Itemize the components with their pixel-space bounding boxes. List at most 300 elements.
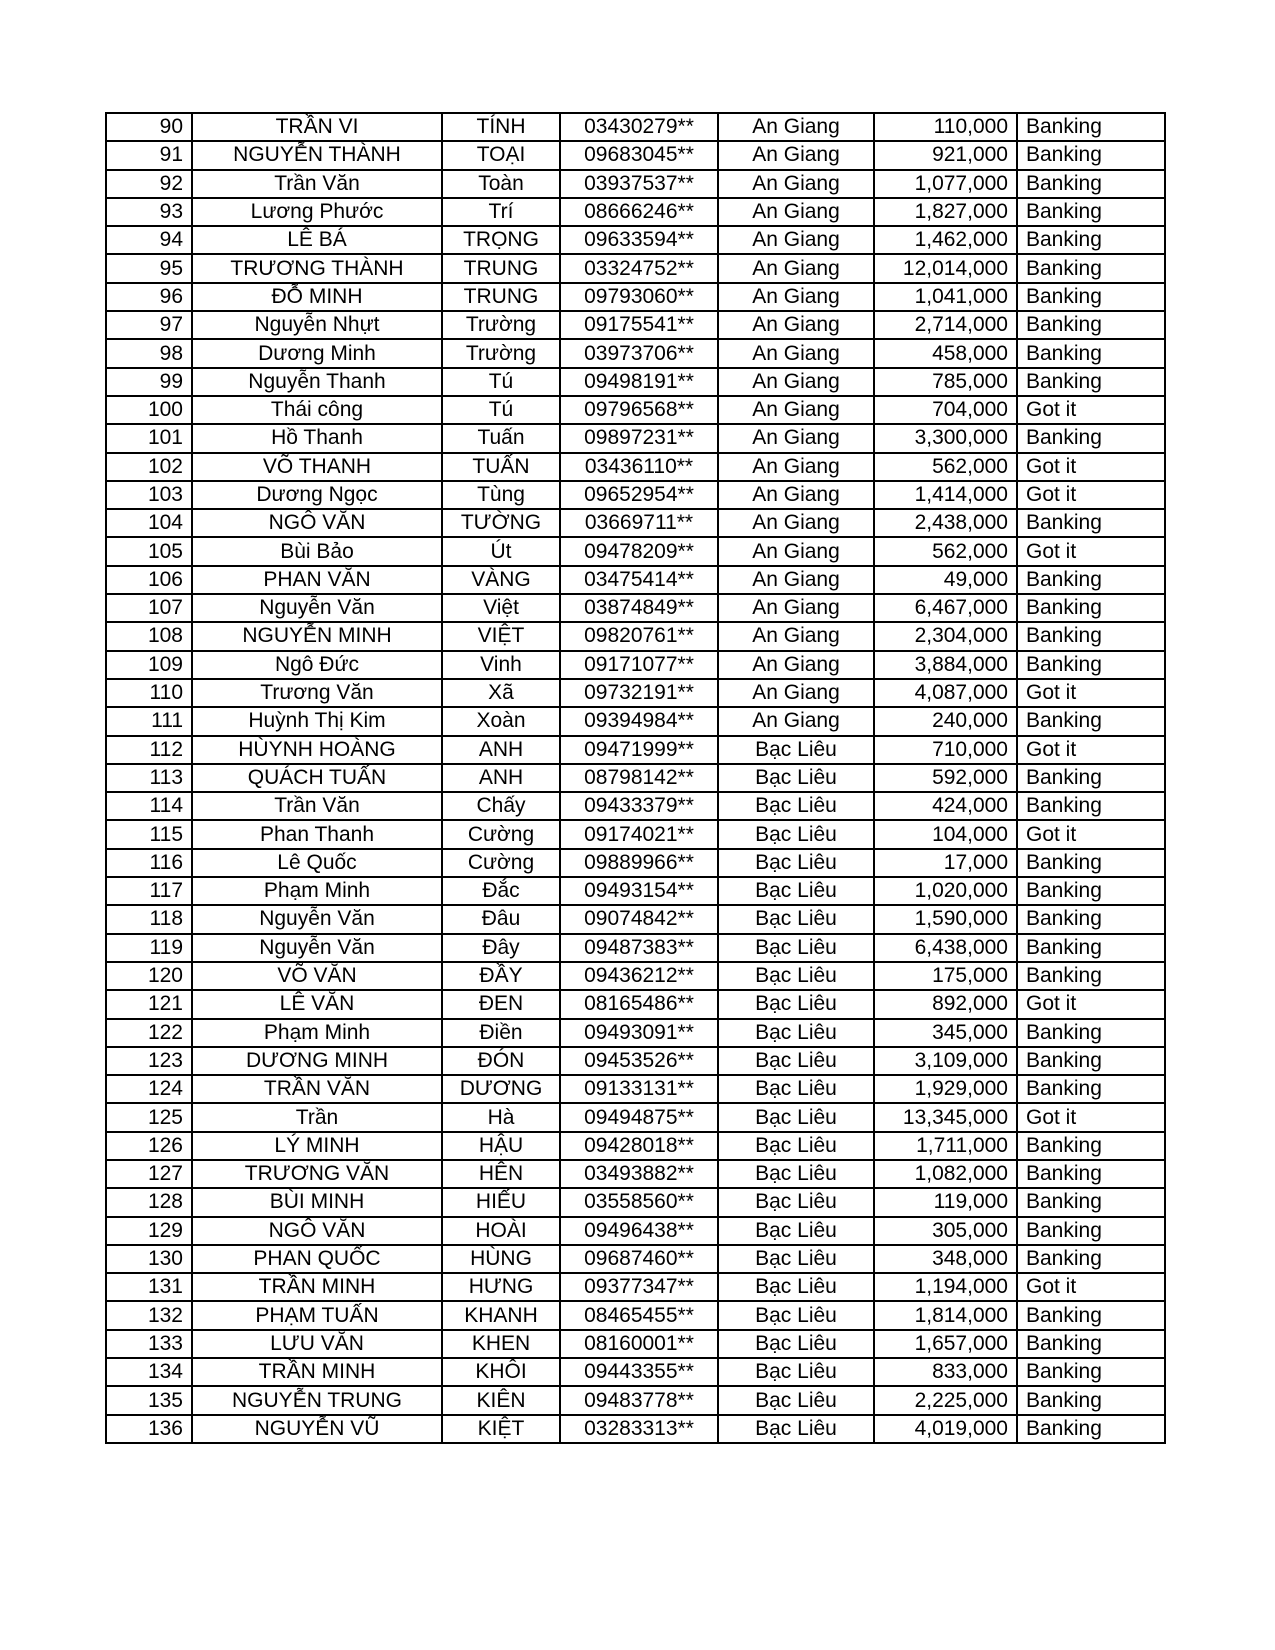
phone-number-cell: 08465455** [560,1301,718,1329]
given-name-cell: TRỌNG [442,226,560,254]
given-name-cell: Vinh [442,651,560,679]
family-middle-name-cell: ĐỖ MINH [192,283,442,311]
province-cell: Bạc Liêu [718,905,874,933]
province-cell: Bạc Liêu [718,764,874,792]
family-middle-name-cell: PHAN VĂN [192,566,442,594]
row-number-cell: 109 [106,651,192,679]
phone-number-cell: 09433379** [560,792,718,820]
table-row [106,1217,1165,1245]
province-cell: Bạc Liêu [718,820,874,848]
phone-number-cell: 03430279** [560,113,718,141]
given-name-cell: VIỆT [442,622,560,650]
data-table [105,112,1166,1444]
row-number-cell: 104 [106,509,192,537]
table-row [106,934,1165,962]
table-row [106,1386,1165,1414]
province-cell: Bạc Liêu [718,1330,874,1358]
family-middle-name-cell: Nguyễn Thanh [192,368,442,396]
row-number-cell: 125 [106,1103,192,1131]
amount-cell: 2,438,000 [874,509,1017,537]
phone-number-cell: 03937537** [560,170,718,198]
province-cell: An Giang [718,254,874,282]
payment-method-cell: Got it [1017,1103,1165,1131]
family-middle-name-cell: TRẦN VĂN [192,1075,442,1103]
given-name-cell: HÙNG [442,1245,560,1273]
row-number-cell: 128 [106,1188,192,1216]
phone-number-cell: 09494875** [560,1103,718,1131]
phone-number-cell: 09394984** [560,707,718,735]
given-name-cell: ĐÓN [442,1047,560,1075]
given-name-cell: Út [442,537,560,565]
payment-method-cell: Banking [1017,1132,1165,1160]
payment-method-cell: Banking [1017,877,1165,905]
phone-number-cell: 03493882** [560,1160,718,1188]
table-row [106,396,1165,424]
payment-method-cell: Banking [1017,1160,1165,1188]
amount-cell: 1,929,000 [874,1075,1017,1103]
table-row [106,1103,1165,1131]
province-cell: An Giang [718,226,874,254]
given-name-cell: HIẾU [442,1188,560,1216]
province-cell: An Giang [718,453,874,481]
table-row [106,1188,1165,1216]
phone-number-cell: 09796568** [560,396,718,424]
row-number-cell: 111 [106,707,192,735]
table-row [106,1415,1165,1443]
given-name-cell: KHEN [442,1330,560,1358]
family-middle-name-cell: Bùi Bảo [192,537,442,565]
phone-number-cell: 08160001** [560,1330,718,1358]
row-number-cell: 134 [106,1358,192,1386]
province-cell: An Giang [718,311,874,339]
province-cell: Bạc Liêu [718,1415,874,1443]
payment-method-cell: Banking [1017,509,1165,537]
province-cell: An Giang [718,566,874,594]
phone-number-cell: 09428018** [560,1132,718,1160]
table-row [106,792,1165,820]
table-row [106,1245,1165,1273]
table-row [106,1075,1165,1103]
phone-number-cell: 09652954** [560,481,718,509]
family-middle-name-cell: Trần Văn [192,170,442,198]
given-name-cell: HƯNG [442,1273,560,1301]
family-middle-name-cell: Dương Ngọc [192,481,442,509]
given-name-cell: TƯỜNG [442,509,560,537]
family-middle-name-cell: LÊ VĂN [192,990,442,1018]
given-name-cell: Đây [442,934,560,962]
amount-cell: 1,020,000 [874,877,1017,905]
table-row [106,424,1165,452]
row-number-cell: 93 [106,198,192,226]
phone-number-cell: 09493091** [560,1019,718,1047]
family-middle-name-cell: TRẦN MINH [192,1358,442,1386]
family-middle-name-cell: Phạm Minh [192,1019,442,1047]
given-name-cell: KHÔI [442,1358,560,1386]
table-row [106,198,1165,226]
amount-cell: 2,304,000 [874,622,1017,650]
family-middle-name-cell: Dương Minh [192,339,442,367]
row-number-cell: 118 [106,905,192,933]
row-number-cell: 112 [106,736,192,764]
phone-number-cell: 09496438** [560,1217,718,1245]
amount-cell: 6,467,000 [874,594,1017,622]
row-number-cell: 132 [106,1301,192,1329]
row-number-cell: 124 [106,1075,192,1103]
amount-cell: 1,590,000 [874,905,1017,933]
province-cell: Bạc Liêu [718,1160,874,1188]
given-name-cell: VÀNG [442,566,560,594]
payment-method-cell: Banking [1017,1217,1165,1245]
table-row [106,368,1165,396]
table-row [106,453,1165,481]
payment-method-cell: Banking [1017,962,1165,990]
payment-method-cell: Banking [1017,1301,1165,1329]
given-name-cell: Tú [442,368,560,396]
table-row [106,481,1165,509]
given-name-cell: Hà [442,1103,560,1131]
province-cell: Bạc Liêu [718,1301,874,1329]
phone-number-cell: 09487383** [560,934,718,962]
payment-method-cell: Banking [1017,792,1165,820]
table-row [106,1019,1165,1047]
phone-number-cell: 09897231** [560,424,718,452]
amount-cell: 424,000 [874,792,1017,820]
payment-method-cell: Banking [1017,339,1165,367]
phone-number-cell: 03558560** [560,1188,718,1216]
row-number-cell: 110 [106,679,192,707]
payment-method-cell: Banking [1017,311,1165,339]
row-number-cell: 127 [106,1160,192,1188]
phone-number-cell: 09820761** [560,622,718,650]
amount-cell: 710,000 [874,736,1017,764]
given-name-cell: Cường [442,849,560,877]
phone-number-cell: 03436110** [560,453,718,481]
payment-method-cell: Banking [1017,934,1165,962]
table-row [106,566,1165,594]
row-number-cell: 116 [106,849,192,877]
province-cell: Bạc Liêu [718,877,874,905]
province-cell: An Giang [718,141,874,169]
province-cell: Bạc Liêu [718,1273,874,1301]
phone-number-cell: 09175541** [560,311,718,339]
phone-number-cell: 09471999** [560,736,718,764]
row-number-cell: 105 [106,537,192,565]
row-number-cell: 106 [106,566,192,594]
province-cell: An Giang [718,537,874,565]
given-name-cell: TOẠI [442,141,560,169]
payment-method-cell: Got it [1017,736,1165,764]
province-cell: An Giang [718,339,874,367]
phone-number-cell: 09732191** [560,679,718,707]
row-number-cell: 114 [106,792,192,820]
given-name-cell: KIỆT [442,1415,560,1443]
given-name-cell: ĐẦY [442,962,560,990]
payment-method-cell: Got it [1017,990,1165,1018]
row-number-cell: 120 [106,962,192,990]
payment-method-cell: Banking [1017,1245,1165,1273]
province-cell: An Giang [718,707,874,735]
family-middle-name-cell: TRƯƠNG VĂN [192,1160,442,1188]
payment-method-cell: Banking [1017,1415,1165,1443]
row-number-cell: 130 [106,1245,192,1273]
payment-method-cell: Banking [1017,254,1165,282]
row-number-cell: 95 [106,254,192,282]
family-middle-name-cell: TRẦN MINH [192,1273,442,1301]
payment-method-cell: Banking [1017,1075,1165,1103]
row-number-cell: 101 [106,424,192,452]
payment-method-cell: Banking [1017,283,1165,311]
row-number-cell: 119 [106,934,192,962]
payment-method-cell: Banking [1017,849,1165,877]
amount-cell: 1,462,000 [874,226,1017,254]
amount-cell: 345,000 [874,1019,1017,1047]
province-cell: An Giang [718,481,874,509]
table-row [106,990,1165,1018]
payment-method-cell: Banking [1017,764,1165,792]
row-number-cell: 92 [106,170,192,198]
given-name-cell: Điền [442,1019,560,1047]
phone-number-cell: 09436212** [560,962,718,990]
province-cell: Bạc Liêu [718,1358,874,1386]
row-number-cell: 107 [106,594,192,622]
family-middle-name-cell: Trần [192,1103,442,1131]
payment-method-cell: Banking [1017,113,1165,141]
amount-cell: 240,000 [874,707,1017,735]
row-number-cell: 123 [106,1047,192,1075]
given-name-cell: HÊN [442,1160,560,1188]
row-number-cell: 103 [106,481,192,509]
amount-cell: 3,884,000 [874,651,1017,679]
family-middle-name-cell: NGÔ VĂN [192,509,442,537]
payment-method-cell: Banking [1017,905,1165,933]
phone-number-cell: 09498191** [560,368,718,396]
province-cell: Bạc Liêu [718,962,874,990]
province-cell: An Giang [718,424,874,452]
table-row [106,509,1165,537]
amount-cell: 1,657,000 [874,1330,1017,1358]
amount-cell: 104,000 [874,820,1017,848]
table-body [106,113,1165,1443]
family-middle-name-cell: Nguyễn Văn [192,905,442,933]
phone-number-cell: 09171077** [560,651,718,679]
row-number-cell: 135 [106,1386,192,1414]
table-row [106,679,1165,707]
family-middle-name-cell: NGUYỄN THÀNH [192,141,442,169]
table-row [106,877,1165,905]
given-name-cell: ANH [442,736,560,764]
table-row [106,764,1165,792]
province-cell: An Giang [718,594,874,622]
province-cell: An Giang [718,679,874,707]
payment-method-cell: Banking [1017,707,1165,735]
amount-cell: 4,019,000 [874,1415,1017,1443]
given-name-cell: TRUNG [442,283,560,311]
table-row [106,226,1165,254]
phone-number-cell: 08666246** [560,198,718,226]
payment-method-cell: Banking [1017,1386,1165,1414]
phone-number-cell: 09133131** [560,1075,718,1103]
family-middle-name-cell: NGÔ VĂN [192,1217,442,1245]
table-row [106,339,1165,367]
family-middle-name-cell: Thái công [192,396,442,424]
phone-number-cell: 08798142** [560,764,718,792]
table-row [106,1358,1165,1386]
amount-cell: 1,711,000 [874,1132,1017,1160]
payment-method-cell: Banking [1017,368,1165,396]
given-name-cell: KHANH [442,1301,560,1329]
family-middle-name-cell: DƯƠNG MINH [192,1047,442,1075]
payment-method-cell: Banking [1017,1019,1165,1047]
amount-cell: 892,000 [874,990,1017,1018]
payment-method-cell: Got it [1017,1273,1165,1301]
table-row [106,113,1165,141]
payment-method-cell: Banking [1017,1047,1165,1075]
table-row [106,820,1165,848]
family-middle-name-cell: Nguyễn Văn [192,594,442,622]
amount-cell: 2,714,000 [874,311,1017,339]
row-number-cell: 91 [106,141,192,169]
given-name-cell: HẬU [442,1132,560,1160]
table-row [106,1330,1165,1358]
family-middle-name-cell: Trần Văn [192,792,442,820]
table-row [106,1273,1165,1301]
province-cell: Bạc Liêu [718,1132,874,1160]
province-cell: An Giang [718,283,874,311]
payment-method-cell: Banking [1017,198,1165,226]
amount-cell: 562,000 [874,453,1017,481]
given-name-cell: Tùng [442,481,560,509]
province-cell: Bạc Liêu [718,849,874,877]
given-name-cell: HOÀI [442,1217,560,1245]
payment-method-cell: Banking [1017,1330,1165,1358]
phone-number-cell: 09889966** [560,849,718,877]
table-row [106,707,1165,735]
amount-cell: 1,082,000 [874,1160,1017,1188]
table-row [106,170,1165,198]
amount-cell: 1,041,000 [874,283,1017,311]
row-number-cell: 99 [106,368,192,396]
given-name-cell: KIÊN [442,1386,560,1414]
family-middle-name-cell: PHAN QUỐC [192,1245,442,1273]
row-number-cell: 100 [106,396,192,424]
amount-cell: 592,000 [874,764,1017,792]
province-cell: Bạc Liêu [718,1075,874,1103]
amount-cell: 1,414,000 [874,481,1017,509]
amount-cell: 348,000 [874,1245,1017,1273]
row-number-cell: 96 [106,283,192,311]
province-cell: Bạc Liêu [718,1245,874,1273]
payment-method-cell: Got it [1017,679,1165,707]
amount-cell: 1,077,000 [874,170,1017,198]
family-middle-name-cell: VÕ VĂN [192,962,442,990]
table-row [106,622,1165,650]
table-row [106,594,1165,622]
family-middle-name-cell: Nguyễn Nhựt [192,311,442,339]
payment-method-cell: Banking [1017,594,1165,622]
family-middle-name-cell: LÝ MINH [192,1132,442,1160]
amount-cell: 1,194,000 [874,1273,1017,1301]
province-cell: An Giang [718,113,874,141]
row-number-cell: 108 [106,622,192,650]
given-name-cell: Trường [442,339,560,367]
amount-cell: 1,814,000 [874,1301,1017,1329]
row-number-cell: 126 [106,1132,192,1160]
given-name-cell: TÍNH [442,113,560,141]
row-number-cell: 133 [106,1330,192,1358]
payment-method-cell: Banking [1017,1188,1165,1216]
family-middle-name-cell: Nguyễn Văn [192,934,442,962]
family-middle-name-cell: Lương Phước [192,198,442,226]
phone-number-cell: 03475414** [560,566,718,594]
row-number-cell: 113 [106,764,192,792]
given-name-cell: Xoàn [442,707,560,735]
province-cell: Bạc Liêu [718,792,874,820]
row-number-cell: 94 [106,226,192,254]
table-row [106,849,1165,877]
amount-cell: 119,000 [874,1188,1017,1216]
given-name-cell: Đâu [442,905,560,933]
family-middle-name-cell: Phạm Minh [192,877,442,905]
table-row [106,1047,1165,1075]
family-middle-name-cell: TRƯƠNG THÀNH [192,254,442,282]
province-cell: An Giang [718,396,874,424]
amount-cell: 833,000 [874,1358,1017,1386]
family-middle-name-cell: NGUYỄN MINH [192,622,442,650]
payment-method-cell: Got it [1017,481,1165,509]
given-name-cell: Đắc [442,877,560,905]
phone-number-cell: 03669711** [560,509,718,537]
payment-method-cell: Banking [1017,424,1165,452]
given-name-cell: ĐEN [442,990,560,1018]
given-name-cell: Tuấn [442,424,560,452]
family-middle-name-cell: Lê Quốc [192,849,442,877]
amount-cell: 562,000 [874,537,1017,565]
row-number-cell: 129 [106,1217,192,1245]
province-cell: Bạc Liêu [718,1019,874,1047]
given-name-cell: Trường [442,311,560,339]
table-row [106,1132,1165,1160]
payment-method-cell: Got it [1017,537,1165,565]
province-cell: Bạc Liêu [718,990,874,1018]
table-row [106,736,1165,764]
province-cell: An Giang [718,622,874,650]
amount-cell: 3,300,000 [874,424,1017,452]
table-row [106,962,1165,990]
payment-method-cell: Banking [1017,226,1165,254]
table-row [106,141,1165,169]
given-name-cell: ANH [442,764,560,792]
table-row [106,905,1165,933]
family-middle-name-cell: VÕ THANH [192,453,442,481]
phone-number-cell: 09633594** [560,226,718,254]
given-name-cell: TUẤN [442,453,560,481]
row-number-cell: 121 [106,990,192,1018]
phone-number-cell: 09683045** [560,141,718,169]
phone-number-cell: 09443355** [560,1358,718,1386]
province-cell: An Giang [718,368,874,396]
amount-cell: 1,827,000 [874,198,1017,226]
payment-method-cell: Banking [1017,141,1165,169]
province-cell: An Giang [718,509,874,537]
family-middle-name-cell: PHẠM TUẤN [192,1301,442,1329]
payment-method-cell: Got it [1017,820,1165,848]
phone-number-cell: 03874849** [560,594,718,622]
family-middle-name-cell: BÙI MINH [192,1188,442,1216]
table-row [106,537,1165,565]
payment-method-cell: Banking [1017,566,1165,594]
phone-number-cell: 09478209** [560,537,718,565]
given-name-cell: Chấy [442,792,560,820]
